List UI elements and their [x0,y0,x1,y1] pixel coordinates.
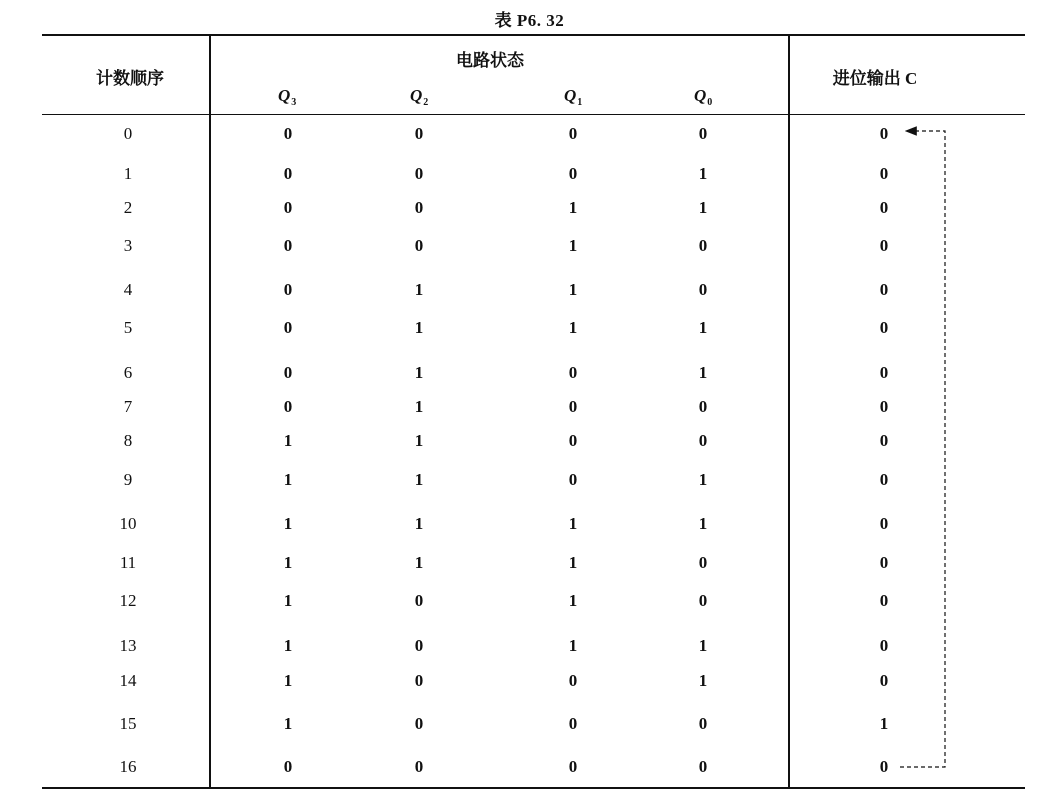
q2-cell: 0 [414,164,424,183]
q3-cell: 0 [283,164,293,183]
carry-cell: 0 [879,636,889,655]
q0-cell: 0 [698,714,708,733]
q2-cell: 0 [414,591,424,610]
table-row [0,316,1059,340]
q0-cell: 1 [698,318,708,337]
q0-cell: 1 [698,514,708,533]
table-row [0,669,1059,693]
q3-cell: 0 [283,124,293,143]
q1-cell: 1 [568,514,578,533]
q2-cell: 1 [414,397,424,416]
carry-cell: 0 [879,236,889,255]
q3-cell: 0 [283,236,293,255]
carry-cell: 0 [879,470,889,489]
table-row [0,122,1059,146]
q2-cell: 0 [414,757,424,776]
count-order-cell: 7 [123,397,133,416]
table-row [0,278,1059,302]
top-rule [42,34,1025,36]
carry-cell: 0 [879,671,889,690]
count-order-cell: 4 [123,280,133,299]
header-q2: $Q_2$ [410,86,429,108]
carry-cell: 0 [879,318,889,337]
q0-cell: 0 [698,553,708,572]
q3-cell: 0 [283,757,293,776]
q1-cell: 0 [568,757,578,776]
q0-cell: 0 [698,591,708,610]
carry-cell: 0 [879,514,889,533]
q1-cell: 1 [568,591,578,610]
count-order-cell: 11 [119,553,137,572]
carry-cell: 0 [879,124,889,143]
q2-cell: 0 [414,236,424,255]
table-row [0,196,1059,220]
header-q3: $Q_3$ [278,86,297,108]
q2-cell: 0 [414,671,424,690]
bottom-rule [42,787,1025,789]
carry-cell: 0 [879,431,889,450]
carry-cell: 0 [879,164,889,183]
q0-cell: 1 [698,363,708,382]
q2-cell: 1 [414,318,424,337]
table-row [0,162,1059,186]
header-rule [42,114,1025,115]
q2-cell: 0 [414,124,424,143]
q1-cell: 0 [568,164,578,183]
q2-cell: 0 [414,198,424,217]
q0-cell: 1 [698,470,708,489]
count-order-cell: 15 [119,714,137,733]
q0-cell: 1 [698,198,708,217]
q2-cell: 0 [414,714,424,733]
q0-cell: 0 [698,236,708,255]
q3-cell: 1 [283,514,293,533]
q2-cell: 1 [414,553,424,572]
q1-cell: 0 [568,431,578,450]
q1-cell: 0 [568,714,578,733]
count-order-cell: 0 [123,124,133,143]
count-order-cell: 2 [123,198,133,217]
q2-cell: 1 [414,470,424,489]
q0-cell: 0 [698,280,708,299]
q3-cell: 0 [283,280,293,299]
q0-cell: 1 [698,671,708,690]
table-row [0,589,1059,613]
header-carry-output: 进位输出 C [832,69,918,88]
table-row [0,234,1059,258]
q2-cell: 0 [414,636,424,655]
q3-cell: 0 [283,397,293,416]
table-caption: 表 P6. 32 [494,11,565,30]
carry-cell: 0 [879,757,889,776]
q1-cell: 0 [568,470,578,489]
header-q1: $Q_1$ [564,86,583,108]
q3-cell: 1 [283,470,293,489]
q1-cell: 1 [568,236,578,255]
carry-cell: 0 [879,363,889,382]
count-order-cell: 1 [123,164,133,183]
q3-cell: 1 [283,671,293,690]
count-order-cell: 16 [119,757,137,776]
count-order-cell: 10 [119,514,137,533]
q2-cell: 1 [414,431,424,450]
count-order-cell: 14 [119,671,137,690]
count-order-cell: 13 [119,636,137,655]
q1-cell: 0 [568,363,578,382]
q2-cell: 1 [414,363,424,382]
q0-cell: 1 [698,636,708,655]
q0-cell: 0 [698,397,708,416]
q1-cell: 0 [568,397,578,416]
table-row [0,395,1059,419]
carry-cell: 0 [879,280,889,299]
q1-cell: 0 [568,124,578,143]
table-row [0,361,1059,385]
q3-cell: 1 [283,714,293,733]
q3-cell: 0 [283,198,293,217]
table-row [0,468,1059,492]
table-row [0,429,1059,453]
carry-cell: 0 [879,198,889,217]
carry-cell: 1 [879,714,889,733]
q1-cell: 0 [568,671,578,690]
table-row [0,551,1059,575]
q3-cell: 1 [283,591,293,610]
table-row [0,755,1059,779]
count-order-cell: 8 [123,431,133,450]
q3-cell: 1 [283,431,293,450]
count-order-cell: 9 [123,470,133,489]
q2-cell: 1 [414,514,424,533]
q2-cell: 1 [414,280,424,299]
q3-cell: 0 [283,363,293,382]
q1-cell: 1 [568,280,578,299]
count-order-cell: 3 [123,236,133,255]
header-q0: $Q_0$ [694,86,713,108]
header-count-order: 计数顺序 [96,69,164,88]
q1-cell: 1 [568,553,578,572]
count-order-cell: 5 [123,318,133,337]
carry-cell: 0 [879,553,889,572]
count-order-cell: 12 [119,591,137,610]
header-circuit-state: 电路状态 [456,51,524,70]
q3-cell: 1 [283,636,293,655]
carry-cell: 0 [879,591,889,610]
q3-cell: 0 [283,318,293,337]
table-row [0,634,1059,658]
count-order-cell: 6 [123,363,133,382]
q3-cell: 1 [283,553,293,572]
carry-cell: 0 [879,397,889,416]
q1-cell: 1 [568,318,578,337]
q1-cell: 1 [568,198,578,217]
q0-cell: 0 [698,757,708,776]
table-row [0,712,1059,736]
q0-cell: 0 [698,124,708,143]
q0-cell: 1 [698,164,708,183]
q1-cell: 1 [568,636,578,655]
q0-cell: 0 [698,431,708,450]
table-row [0,512,1059,536]
